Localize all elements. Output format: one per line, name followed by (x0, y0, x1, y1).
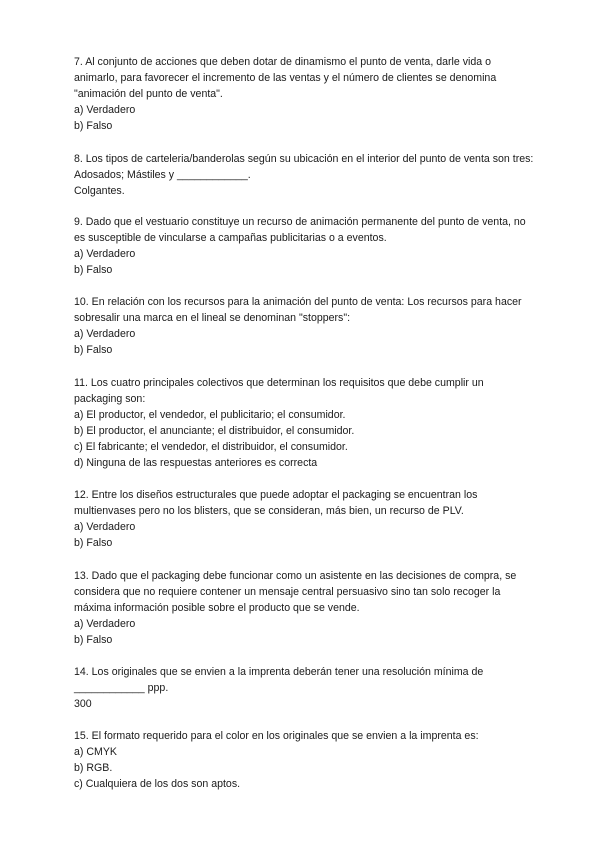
option-a: a) CMYK (74, 746, 117, 758)
question-14 (74, 664, 534, 712)
option-a: a) Verdadero (74, 618, 136, 630)
option-a: a) Verdadero (74, 521, 136, 533)
question-text: 12. Entre los diseños estructurales que puede adoptar el packaging se encuentran los multienvases pero no los blisters, que se consideran, más bien, un recurso de PLV. (74, 489, 478, 517)
question-13 (74, 568, 534, 648)
question-text: 14. Los originales que se envien a la imprenta deberán tener una resolución mínima de ____________ ppp. (74, 666, 484, 694)
option-b: b) Falso (74, 120, 113, 132)
answer-text: Colgantes. (74, 185, 125, 197)
question-10 (74, 294, 534, 358)
question-11 (74, 375, 534, 471)
answer-text: 300 (74, 698, 92, 710)
option-b: b) Falso (74, 344, 113, 356)
question-text: 13. Dado que el packaging debe funcionar como un asistente en las decisiones de compra, se considera que no requiere contener un mensaje central persuasivo sino tan solo recoger la máxima información posible sobre el producto que se vende. (74, 570, 517, 614)
question-12 (74, 487, 534, 551)
question-text: 7. Al conjunto de acciones que deben dotar de dinamismo el punto de venta, darle vida o animarlo, para favorecer el incremento de las ventas y el número de clientes se denomina "animación del punto de venta". (74, 56, 497, 100)
option-c: c) El fabricante; el vendedor, el distribuidor, el consumidor. (74, 441, 348, 453)
option-d: d) Ninguna de las respuestas anteriores es correcta (74, 457, 318, 469)
option-b: b) El productor, el anunciante; el distribuidor, el consumidor. (74, 425, 355, 437)
question-15 (74, 728, 534, 792)
option-b: b) Falso (74, 264, 113, 276)
option-b: b) Falso (74, 634, 113, 646)
option-a: a) Verdadero (74, 248, 136, 260)
question-text: 11. Los cuatro principales colectivos que determinan los requisitos que debe cumplir un packaging son: (74, 377, 484, 405)
question-9 (74, 214, 534, 278)
option-b: b) RGB. (74, 762, 113, 774)
question-text: 9. Dado que el vestuario constituye un recurso de animación permanente del punto de venta, no es susceptible de vincularse a campañas publicitarias o a eventos. (74, 216, 526, 244)
option-a: a) Verdadero (74, 328, 136, 340)
option-a: a) Verdadero (74, 104, 136, 116)
option-a: a) El productor, el vendedor, el publicitario; el consumidor. (74, 409, 346, 421)
option-c: c) Cualquiera de los dos son aptos. (74, 778, 241, 790)
option-b: b) Falso (74, 537, 113, 549)
question-7 (74, 54, 534, 134)
question-text: 10. En relación con los recursos para la animación del punto de venta: Los recursos para hacer sobresalir una marca en el lineal se denominan "stoppers": (74, 296, 522, 324)
question-text: 8. Los tipos de carteleria/banderolas según su ubicación en el interior del punto de venta son tres: Adosados; Mástiles y ____________. (74, 153, 534, 181)
question-text: 15. El formato requerido para el color en los originales que se envien a la imprenta es: (74, 730, 479, 742)
question-8 (74, 151, 534, 199)
